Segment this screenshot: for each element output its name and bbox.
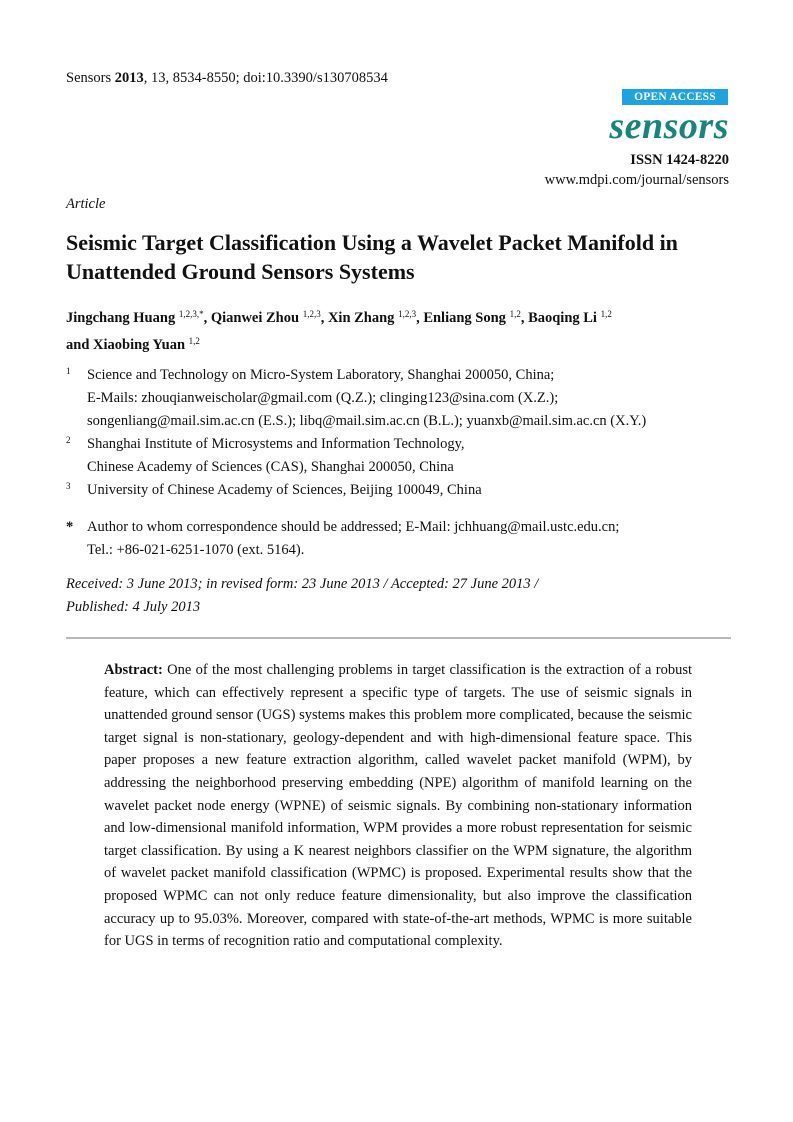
affiliation-line: songenliang@mail.sim.ac.cn (E.S.); libq@mail.sim.ac.cn (B.L.); yuanxb@mail.sim.ac.cn (X.Y.) [87,413,647,429]
affiliation-line: Science and Technology on Micro-System Laboratory, Shanghai 200050, China; [87,367,555,383]
correspondence-line: Tel.: +86-021-6251-1070 (ext. 5164). [87,542,305,558]
abstract [104,659,692,953]
author-list [66,303,746,357]
paper-title [66,228,746,286]
divider [66,637,731,639]
citation-pages-doi: , 8534-8550; doi:10.3390/s130708534 [165,70,388,86]
author-name: Enliang Song [423,310,510,326]
affiliation-line: University of Chinese Academy of Sciences, Beijing 100049, China [87,482,482,498]
author-affiliation-marker: 1,2 [509,309,521,319]
issn: ISSN 1424-8220 [630,152,729,168]
journal-url[interactable]: www.mdpi.com/journal/sensors [544,172,729,188]
author-name: Baoqing Li [528,310,601,326]
author-name: and Xiaobing Yuan [66,337,189,353]
author-name: Xin Zhang [327,310,399,326]
correspondence-star: * [66,519,74,535]
article-type: Article [66,196,106,212]
paper-title-text: Seismic Target Classification Using a Wavelet Packet Manifold in Unattended Ground Sensors Systems [66,230,678,284]
citation-volume: 13 [151,70,166,86]
author-affiliation-marker: 1,2 [188,336,200,346]
abstract-text: One of the most challenging problems in target classification is the extraction of a robust feature, which can effectively represent a specific type of targets. The use of seismic signals in unattended ground sensor (UGS) systems makes this problem more complicated, because the seismic target signal is non-stationary, geology-dependent and with high-dimensional feature space. This paper proposes a new feature extraction algorithm, called wavelet packet manifold (WPM), by addressing the neighborhood preserving embedding (NPE) algorithm of manifold learning on the wavelet packet node energy (WPNE) of seismic signals. By combining non-stationary information and low-dimensional manifold information, WPM provides a more robust representation for seismic target classification. By using a K nearest neighbors classifier on the WPM signature, the algorithm of wavelet packet manifold classification (WPMC) is proposed. Experimental results show that the proposed WPMC can not only reduce feature dimensionality, but also improve the classification accuracy up to 95.03%. Moreover, compared with state-of-the-art methods, WPMC is more suitable for UGS in terms of recognition ratio and computational complexity. [104,662,692,950]
journal-logo: sensors [609,105,729,147]
affiliation-item [66,433,746,479]
citation-year: 2013 [114,70,144,86]
correspondence-line: Author to whom correspondence should be addressed; E-Mail: jchhuang@mail.ustc.edu.cn; [87,519,620,535]
author-affiliation-marker: 1,2,3,* [178,309,204,319]
author-separator: , [416,310,424,326]
author-affiliation-marker: 1,2,3 [398,309,417,319]
dates-line: Received: 3 June 2013; in revised form: 23 June 2013 / Accepted: 27 June 2013 / [66,576,539,592]
author-separator: , [203,310,211,326]
affiliation-number: 1 [66,366,71,376]
citation-line: Sensors 2013, 13, 8534-8550; doi:10.3390/s130708534 [66,70,388,86]
author-name: Qianwei Zhou [210,310,303,326]
affiliation-number: 3 [66,481,71,491]
author-affiliation-marker: 1,2 [600,309,612,319]
author-affiliation-marker: 1,2,3 [302,309,321,319]
affiliation-item [66,479,746,502]
publication-dates [66,573,746,619]
abstract-label: Abstract: [104,662,163,678]
correspondence [66,516,746,562]
open-access-badge: OPEN ACCESS [622,89,728,105]
author-separator: , [320,310,328,326]
affiliation-line: E-Mails: zhouqianweischolar@gmail.com (Q.Z.); clinging123@sina.com (X.Z.); [87,390,559,406]
author-name: Jingchang Huang [66,310,179,326]
dates-line: Published: 4 July 2013 [66,599,201,615]
affiliations [66,364,746,502]
affiliation-line: Shanghai Institute of Microsystems and Information Technology, [87,436,465,452]
author-separator: , [520,310,529,326]
affiliation-number: 2 [66,435,71,445]
affiliation-item [66,364,746,433]
affiliation-line: Chinese Academy of Sciences (CAS), Shanghai 200050, China [87,459,454,475]
correspondence-note [66,516,746,562]
citation-journal: Sensors [66,70,112,86]
